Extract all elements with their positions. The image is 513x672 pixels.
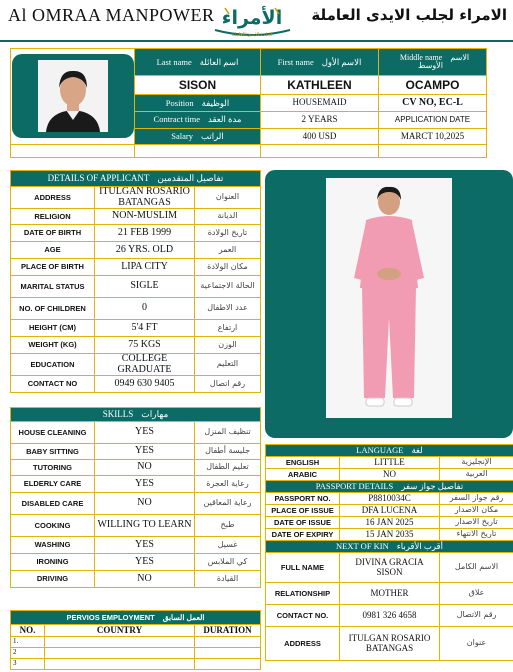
details-value: ITULGAN ROSARIO BATANGAS <box>95 187 195 209</box>
position-header: Position الوظيفة <box>135 95 261 112</box>
skill-label: HOUSE CLEANING <box>11 422 95 444</box>
details-label: EDUCATION <box>11 354 95 376</box>
skill-row <box>11 537 261 554</box>
skill-row <box>11 460 261 476</box>
details-label: AGE <box>11 242 95 259</box>
skill-label: TUTORING <box>11 460 95 476</box>
employment-table <box>10 610 261 670</box>
employment-row <box>11 648 261 659</box>
skill-value: WILLING TO LEARN <box>95 515 195 537</box>
skill-label-ar: كي الملابس <box>195 554 261 571</box>
kin-label-ar: علاق <box>440 583 513 605</box>
details-label: DATE OF BIRTH <box>11 225 95 242</box>
skills-table <box>10 407 261 588</box>
details-value: 5'4 FT <box>95 320 195 337</box>
skill-row <box>11 493 261 515</box>
details-value: COLLEGE GRADUATE <box>95 354 195 376</box>
details-value: 75 KGS <box>95 337 195 354</box>
details-label-ar: التعليم <box>195 354 261 376</box>
details-label-ar: الحالة الاجتماعية <box>195 276 261 298</box>
passport-title: PASSPORT DETAILS تفاصيل جواز سفر <box>266 481 513 493</box>
details-label-ar: عدد الاطفال <box>195 298 261 320</box>
details-value: 21 FEB 1999 <box>95 225 195 242</box>
employment-country <box>45 648 195 659</box>
salary-value: 400 USD <box>261 128 379 145</box>
details-value: 0949 630 9405 <box>95 376 195 393</box>
details-title: DETAILS OF APPLICANT تفاصيل المتقدمين <box>11 171 261 187</box>
kin-value: DIVINA GRACIA SISON <box>340 553 440 583</box>
language-label-ar: العربية <box>440 469 513 481</box>
kin-row <box>266 553 513 583</box>
passport-row <box>266 517 513 529</box>
kin-row <box>266 583 513 605</box>
language-row <box>266 457 513 469</box>
details-value: 26 YRS. OLD <box>95 242 195 259</box>
skill-label-ar: جليسة أطفال <box>195 444 261 460</box>
employment-duration <box>195 648 261 659</box>
kin-value: 0981 326 4658 <box>340 605 440 627</box>
skill-label: WASHING <box>11 537 95 554</box>
skill-label-ar: تعليم الطفال <box>195 460 261 476</box>
details-row <box>11 376 261 393</box>
company-logo <box>205 0 300 40</box>
details-label-ar: رقم اتصال <box>195 376 261 393</box>
skill-value: NO <box>95 460 195 476</box>
passport-value: P8810034C <box>340 493 440 505</box>
details-row <box>11 354 261 376</box>
logo-arabic: الأمراء <box>221 7 283 29</box>
right-info-table <box>265 444 513 661</box>
employment-row <box>11 659 261 670</box>
kin-value: MOTHER <box>340 583 440 605</box>
first-name-header: First name الاسم الأول <box>261 49 379 76</box>
skill-label: DISABLED CARE <box>11 493 95 515</box>
language-label: ENGLISH <box>266 457 340 469</box>
col-country: COUNTRY <box>45 625 195 637</box>
details-label-ar: مكان الولادة <box>195 259 261 276</box>
details-label-ar: الديانة <box>195 209 261 225</box>
details-label: CONTACT NO <box>11 376 95 393</box>
skill-value: NO <box>95 571 195 588</box>
details-row <box>11 337 261 354</box>
skill-label-ar: غسيل <box>195 537 261 554</box>
skill-value: YES <box>95 537 195 554</box>
details-label-ar: العنوان <box>195 187 261 209</box>
brand-name-en: Al OMRAA MANPOWER <box>8 5 215 25</box>
full-body-frame <box>265 170 513 438</box>
details-row <box>11 298 261 320</box>
language-value: NO <box>340 469 440 481</box>
skill-value: YES <box>95 476 195 493</box>
skill-row <box>11 422 261 444</box>
skill-row <box>11 554 261 571</box>
employment-duration <box>195 637 261 648</box>
details-row <box>11 209 261 225</box>
name-table <box>10 48 487 158</box>
passport-label: DATE OF EXPIRY <box>266 529 340 541</box>
skill-value: YES <box>95 444 195 460</box>
language-label-ar: الإنجليزية <box>440 457 513 469</box>
details-value: NON-MUSLIM <box>95 209 195 225</box>
cv-number: CV NO, EC-L <box>379 95 487 112</box>
language-label: ARABIC <box>266 469 340 481</box>
language-title: LANGUAGE لغة <box>266 445 513 457</box>
passport-value: DFA LUCENA <box>340 505 440 517</box>
kin-row <box>266 605 513 627</box>
skill-value: NO <box>95 493 195 515</box>
application-date-value: MARCT 10,2025 <box>379 128 487 145</box>
skill-label-ar: القيادة <box>195 571 261 588</box>
details-row <box>11 276 261 298</box>
passport-value: 16 JAN 2025 <box>340 517 440 529</box>
skill-row <box>11 444 261 460</box>
full-body-photo <box>326 178 452 418</box>
details-label-ar: تاريخ الولادة <box>195 225 261 242</box>
details-value: SIGLE <box>95 276 195 298</box>
position-value: HOUSEMAID <box>261 95 379 112</box>
details-label: MARITAL STATUS <box>11 276 95 298</box>
employment-country <box>45 659 195 670</box>
employment-country <box>45 637 195 648</box>
employment-row-number: 2 <box>11 648 45 659</box>
details-label: RELIGION <box>11 209 95 225</box>
skill-row <box>11 476 261 493</box>
kin-label-ar: عنوان <box>440 627 513 661</box>
employment-row <box>11 637 261 648</box>
last-name-header: Last name اسم العائلة <box>135 49 261 76</box>
skills-title: SKILLS مهارات <box>11 408 261 422</box>
skill-label-ar: تنظيف المنزل <box>195 422 261 444</box>
header-divider <box>0 40 513 42</box>
employment-title: PERVIOS EMPLOYMENT العمل السابق <box>11 611 261 625</box>
middle-name-header: Middle name الاسم الأوسط <box>379 49 487 76</box>
skill-label: IRONING <box>11 554 95 571</box>
skill-row <box>11 571 261 588</box>
middle-name-value: OCAMPO <box>379 76 487 95</box>
details-label: NO. OF CHILDREN <box>11 298 95 320</box>
skill-label: COOKING <box>11 515 95 537</box>
skill-value: YES <box>95 422 195 444</box>
skill-label: ELDERLY CARE <box>11 476 95 493</box>
details-table <box>10 170 261 393</box>
passport-row <box>266 505 513 517</box>
passport-row <box>266 529 513 541</box>
skill-label: BABY SITTING <box>11 444 95 460</box>
salary-header: Salary الراتب <box>135 128 261 145</box>
passport-label: DATE OF ISSUE <box>266 517 340 529</box>
skill-value: YES <box>95 554 195 571</box>
last-name-value: SISON <box>135 76 261 95</box>
kin-label-ar: رقم الاتصال <box>440 605 513 627</box>
language-row <box>266 469 513 481</box>
details-row <box>11 225 261 242</box>
employment-duration <box>195 659 261 670</box>
skill-label-ar: طبخ <box>195 515 261 537</box>
details-label-ar: العمر <box>195 242 261 259</box>
application-date-label: APPLICATION DATE <box>379 111 487 128</box>
details-row <box>11 259 261 276</box>
skill-label-ar: رعاية العجزة <box>195 476 261 493</box>
employment-row-number: 1. <box>11 637 45 648</box>
skill-label-ar: رعاية المعاقين <box>195 493 261 515</box>
passport-label-ar: رقم جواز السفر <box>440 493 513 505</box>
passport-value: 15 JAN 2035 <box>340 529 440 541</box>
passport-label-ar: تاريخ الاصدار <box>440 517 513 529</box>
passport-label: PLACE OF ISSUE <box>266 505 340 517</box>
first-name-value: KATHLEEN <box>261 76 379 95</box>
contract-value: 2 YEARS <box>261 111 379 128</box>
logo-sub: لجلب الايدى العاملة <box>231 32 273 38</box>
passport-row <box>266 493 513 505</box>
passport-label: PASSPORT NO. <box>266 493 340 505</box>
details-label: PLACE OF BIRTH <box>11 259 95 276</box>
skill-row <box>11 515 261 537</box>
passport-label-ar: تاريخ الانتهاء <box>440 529 513 541</box>
col-no: NO. <box>11 625 45 637</box>
details-value: 0 <box>95 298 195 320</box>
kin-label-ar: الاسم الكامل <box>440 553 513 583</box>
details-row <box>11 242 261 259</box>
details-label: WEIGHT (KG) <box>11 337 95 354</box>
details-value: LIPA CITY <box>95 259 195 276</box>
kin-value: ITULGAN ROSARIO BATANGAS <box>340 627 440 661</box>
details-label: HEIGHT (CM) <box>11 320 95 337</box>
details-label-ar: ارتفاع <box>195 320 261 337</box>
kin-label: ADDRESS <box>266 627 340 661</box>
kin-label: RELATIONSHIP <box>266 583 340 605</box>
kin-row <box>266 627 513 661</box>
brand-name-ar: الامراء لجلب الايدى العاملة <box>311 6 507 24</box>
details-row <box>11 320 261 337</box>
contract-header: Contract time مدة العقد <box>135 111 261 128</box>
kin-title: NEXT OF KIN أقرب الأقرباء <box>266 541 513 553</box>
employment-row-number: 3 <box>11 659 45 670</box>
passport-label-ar: مكان الاصدار <box>440 505 513 517</box>
kin-label: CONTACT NO. <box>266 605 340 627</box>
details-label: ADDRESS <box>11 187 95 209</box>
details-row <box>11 187 261 209</box>
details-label-ar: الوزن <box>195 337 261 354</box>
col-duration: DURATION <box>195 625 261 637</box>
kin-label: FULL NAME <box>266 553 340 583</box>
skill-label: DRIVING <box>11 571 95 588</box>
language-value: LITTLE <box>340 457 440 469</box>
